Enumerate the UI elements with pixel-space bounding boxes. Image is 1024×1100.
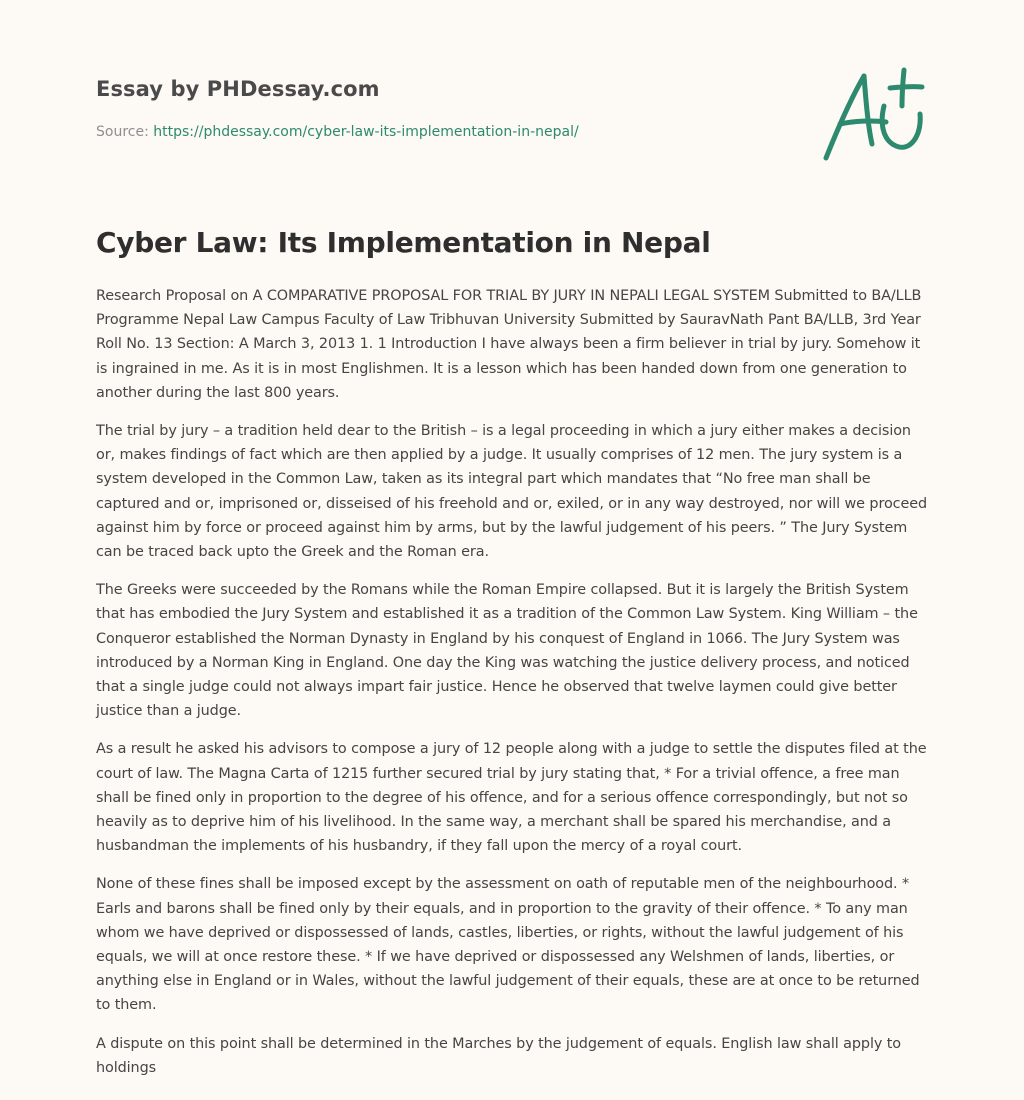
article-body [96,284,930,1094]
paragraph: As a result he asked his advisors to compose a jury of 12 people along with a judge to settle the disputes filed at the court of law. The Magna Carta of 1215 further secured trial by jury stating that, * For a trivial offence, a free man shall be fined only in proportion to the degree of his offence, and for a serious offence correspondingly, but not so heavily as to deprive him of his livelihood. In the same way, a merchant shall be spared his merchandise, and a husbandman the implements of his husbandry, if they fall upon the mercy of a royal court. [96,741,927,855]
source-label: Source: [96,124,149,140]
source-line [96,124,579,140]
site-brand: Essay by PHDessay.com [96,77,380,101]
paragraph: The trial by jury – a tradition held dear to the British – is a legal proceeding in which a jury either makes a decision or, makes findings of fact which are then applied by a judge. It usually comprises of 12 men. The jury system is a system developed in the Common Law, taken as its integral part which mandates that “No free man shall be captured and or, imprisoned or, disseised of his freehold and or, exiled, or in any way destroyed, nor will we proceed against him by force or proceed against him by arms, but by the lawful judgement of his peers. ” The Jury System can be traced back upto the Greek and the Roman era. [96,423,928,561]
paragraph: Research Proposal on A COMPARATIVE PROPOSAL FOR TRIAL BY JURY IN NEPALI LEGAL SYSTEM Submitted to BA/LLB Programme Nepal Law Campus Faculty of Law Tribhuvan University Submitted by SauravNath Pant BA/LLB, 3rd Year Roll No. 13 Section: A March 3, 2013 1. 1 Introduction I have always been a firm believer in trial by jury. Somehow it is ingrained in me. As it is in most Englishmen. It is a lesson which has been handed down from one generation to another during the last 800 years. [96,288,922,401]
paragraph: The Greeks were succeeded by the Romans while the Roman Empire collapsed. But it is largely the British System that has embodied the Jury System and established it as a tradition of the Common Law System. King William – the Conqueror established the Norman Dynasty in England by his conquest of England in 1066. The Jury System was introduced by a Norman King in England. One day the King was watching the justice delivery process, and noticed that a single judge could not always impart fair justice. Hence he observed that twelve laymen could give better justice than a judge. [96,582,918,720]
paragraph: A dispute on this point shall be determined in the Marches by the judgement of equals. English law shall apply to holdings [96,1035,901,1076]
paragraph: None of these fines shall be imposed except by the assessment on oath of reputable men of the neighbourhood. * Earls and barons shall be fined only by their equals, and in proportion to the gravity of their offence. * To any man whom we have deprived or dispossessed of lands, castles, liberties, or rights, without the lawful judgement of his equals, we will at once restore these. * If we have deprived or dispossessed any Welshmen of lands, liberties, or anything else in England or in Wales, without the lawful judgement of their equals, these are at once to be returned to them. [96,876,920,1014]
article-title: Cyber Law: Its Implementation in Nepal [96,226,711,259]
a-plus-grade-icon [820,66,928,164]
source-link[interactable]: https://phdessay.com/cyber-law-its-implementation-in-nepal/ [153,124,579,140]
